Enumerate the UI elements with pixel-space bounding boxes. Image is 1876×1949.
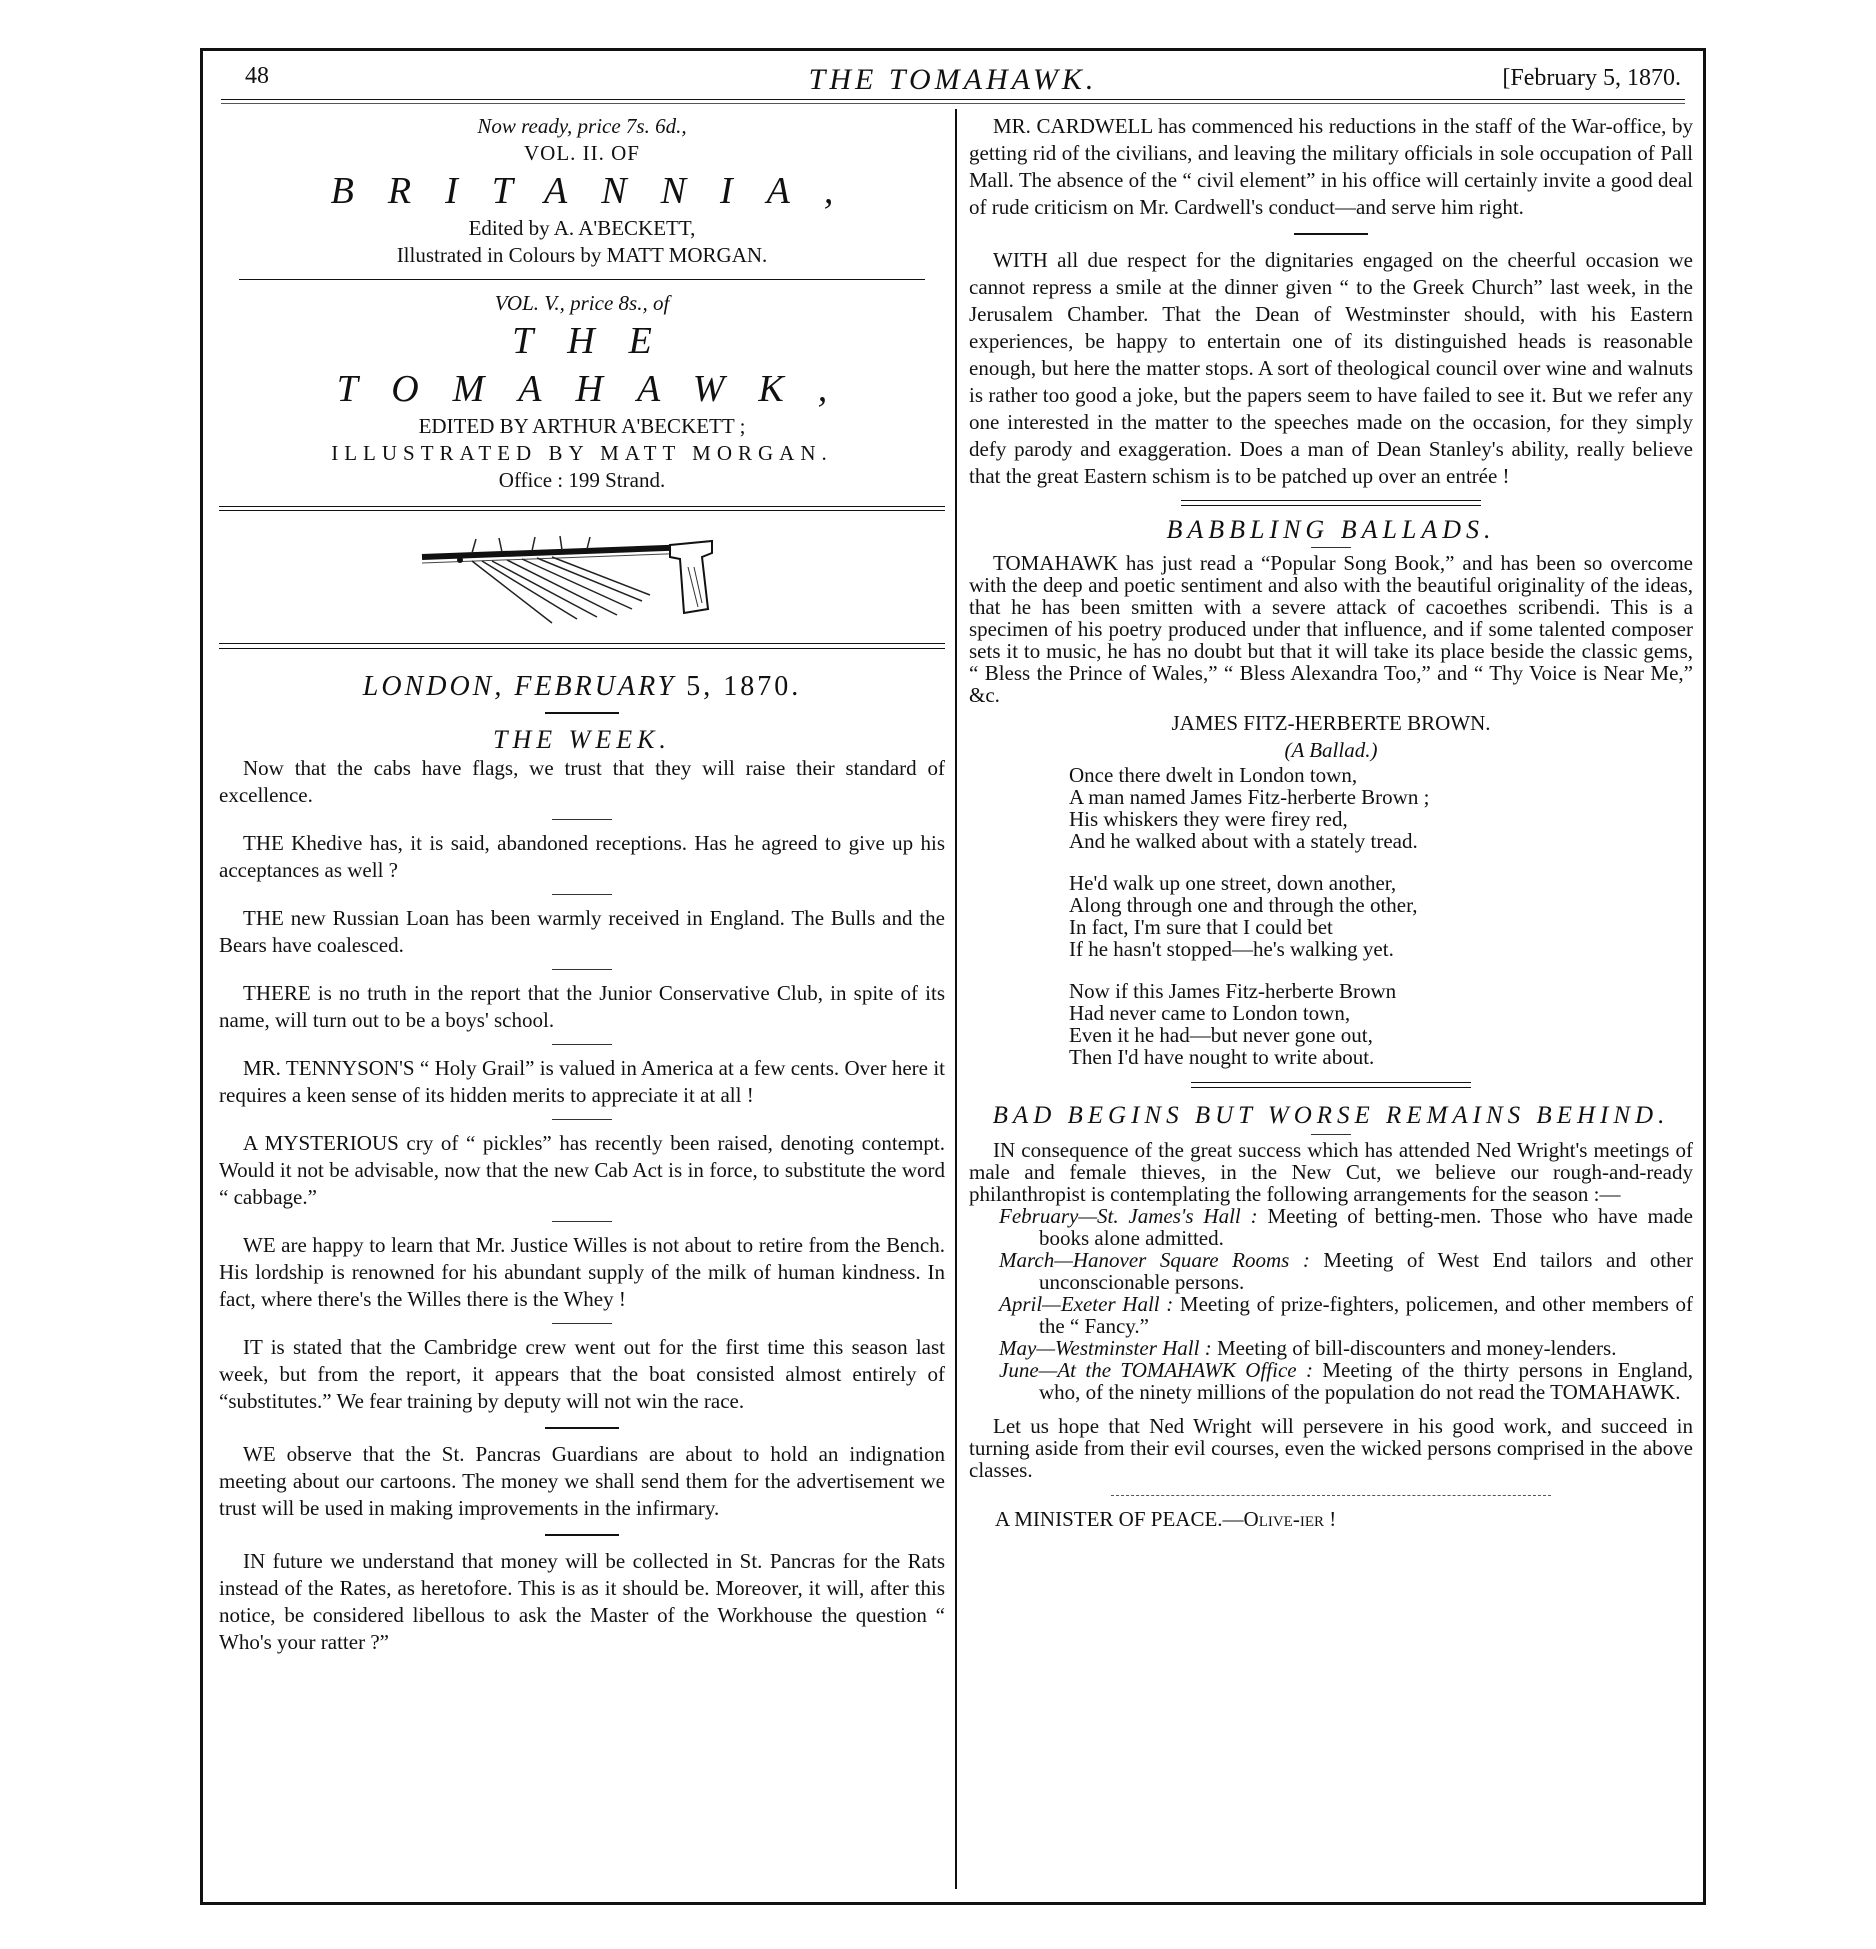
divider — [545, 1427, 619, 1429]
arrangement-label: March—Hanover Square Rooms : — [999, 1248, 1310, 1272]
left-column — [219, 113, 945, 1656]
poem-line: If he hasn't stopped—he's walking yet. — [1069, 937, 1394, 961]
ad-line: ILLUSTRATED BY MATT MORGAN. — [331, 441, 833, 465]
dateline-day: 5, 1870. — [686, 671, 802, 702]
dateline — [219, 673, 945, 700]
ad-divider — [239, 279, 925, 280]
header-rule — [221, 99, 1685, 100]
ad-line: VOL. II. OF — [524, 141, 640, 165]
header-rule-secondary — [221, 103, 1685, 104]
running-header — [203, 63, 1703, 97]
dateline-text: LONDON, FEBRUARY — [362, 671, 677, 702]
ad-office: Office : 199 Strand. — [498, 468, 666, 492]
arrangements-list — [969, 1205, 1693, 1403]
cardwell-paragraph: MR. CARDWELL has commenced his reductions in the staff of the War-office, by getting rid of the civilians, and leaving the military officials in sole occupation of Pall Mall. The absence of the “ civil element” in his office will certainly invite a good deal of rude criticism on Mr. Cardwell's conduct—and serve him right. — [969, 114, 1693, 219]
poem-line: Once there dwelt in London town, — [1069, 763, 1358, 787]
arrangement-text: Meeting of bill-discounters and money-lenders. — [1211, 1336, 1617, 1360]
ad-line: Now ready, price 7s. 6d., — [477, 114, 687, 138]
section-rule — [1181, 500, 1481, 506]
ad-line: EDITED BY ARTHUR A'BECKETT ; — [418, 414, 746, 438]
arrangement-label: April—Exeter Hall : — [999, 1292, 1174, 1316]
ad-line: VOL. V., price 8s., of — [494, 291, 670, 315]
divider — [1111, 1495, 1551, 1496]
bad-begins-outro: Let us hope that Ned Wright will persevere in his good work, and succeed in turning aside from their evil courses, even the wicked persons comprised in the above classes. — [969, 1414, 1693, 1482]
divider — [1294, 233, 1368, 235]
week-item: THE new Russian Loan has been warmly received in England. The Bulls and the Bears have coalesced. — [219, 906, 945, 957]
week-item: THERE is no truth in the report that the Junior Conservative Club, in spite of its name, will turn out to be a boys' school. — [219, 981, 945, 1032]
divider — [545, 1534, 619, 1536]
arrangement-label: February—St. James's Hall : — [999, 1204, 1258, 1228]
the-week-heading: THE WEEK. — [493, 725, 671, 754]
newspaper-page — [200, 48, 1706, 1905]
week-item: A MYSTERIOUS cry of “ pickles” has recently been raised, denoting contempt. Would it not be advisable, now that the new Cab Act is in force, to substitute the word “ cabbage.” — [219, 1131, 945, 1209]
week-item: THE Khedive has, it is said, abandoned receptions. Has he agreed to give up his acceptances as well ? — [219, 831, 945, 882]
divider — [545, 712, 619, 714]
bad-begins-heading: BAD BEGINS BUT WORSE REMAINS BEHIND. — [992, 1102, 1670, 1129]
poem-line: A man named James Fitz-herberte Brown ; — [1069, 785, 1430, 809]
section-rule — [1191, 1082, 1471, 1088]
divider — [552, 969, 612, 970]
page-number: 48 — [245, 63, 269, 89]
divider — [1311, 547, 1351, 548]
ad-line: Illustrated in Colours by MATT MORGAN. — [396, 243, 768, 267]
poem — [1069, 764, 1693, 1068]
divider — [1311, 1134, 1351, 1135]
poem-line: Now if this James Fitz-herberte Brown — [1069, 979, 1397, 1003]
arrangement-item — [969, 1337, 1693, 1359]
ad-line: Edited by A. A'BECKETT, — [468, 216, 696, 240]
arrangement-label: May—Westminster Hall : — [999, 1336, 1212, 1360]
advertisement — [219, 113, 945, 494]
poem-subtitle: (A Ballad.) — [1284, 738, 1378, 762]
arrangement-text: Meeting of the thirty persons in England, who, of the ninety millions of the population do not read the TOMAHAWK. — [1039, 1358, 1693, 1404]
poem-line: And he walked about with a stately tread. — [1069, 829, 1418, 853]
ad-bottom-rule — [219, 506, 945, 511]
arrangement-text: Meeting of betting-men. Those who have made books alone admitted. — [1039, 1204, 1693, 1250]
arrangement-text: Meeting of prize-fighters, policemen, and other members of the “ Fancy.” — [1039, 1292, 1693, 1338]
arrangement-item — [969, 1249, 1693, 1293]
poem-line: Along through one and through the other, — [1069, 893, 1418, 917]
poem-line: In fact, I'm sure that I could bet — [1069, 915, 1333, 939]
poem-line: Had never came to London town, — [1069, 1001, 1351, 1025]
masthead-title: THE TOMAHAWK. — [808, 63, 1098, 96]
tomahawk-illustration — [412, 523, 752, 633]
ballads-intro: TOMAHAWK has just read a “Popular Song Book,” and has been so overcome with the deep and poetic sentiment and also with the beautiful originality of the ideas, that he has been smitten with a severe attack of cacoethes scribendi. This is a specimen of his poetry produced under that influence, and if some talented composer sets it to music, he has no doubt but that it will take its place beside the classic gems, “ Bless the Prince of Wales,” “ Bless Alexandra Too,” and “ Thy Voice is Near Me,” &c. — [969, 551, 1693, 707]
poem-line: He'd walk up one street, down another, — [1069, 871, 1397, 895]
bad-begins-intro: IN consequence of the great success which has attended Ned Wright's meetings of male and female thieves, in the New Cut, we believe our rough-and-ready philanthropist is contemplating the following arrangements for the season :— — [969, 1138, 1693, 1206]
poem-title: JAMES FITZ-HERBERTE BROWN. — [1171, 711, 1491, 735]
arrangement-item — [969, 1293, 1693, 1337]
poem-line: Even it he had—but never gone out, — [1069, 1023, 1373, 1047]
arrangement-item — [969, 1359, 1693, 1403]
week-item: IT is stated that the Cambridge crew went out for the first time this season last week, but from the report, it appears that the boat consisted almost entirely of “substitutes.” We fear training by deputy will not win the race. — [219, 1335, 945, 1413]
minister-of-peace: A MINISTER OF PEACE.—Olive-ier ! — [995, 1507, 1337, 1531]
right-column — [969, 113, 1693, 1533]
week-item: MR. TENNYSON'S “ Holy Grail” is valued in America at a few cents. Over here it requires a keen sense of its hidden merits to appreciate it at all ! — [219, 1056, 945, 1107]
issue-date: [February 5, 1870. — [1502, 65, 1681, 91]
week-item: WE are happy to learn that Mr. Justice Willes is not about to retire from the Bench. His lordship is renowned for his abundant supply of the milk of human kindness. In fact, where there's the Willes there is the Whey ! — [219, 1233, 945, 1311]
poem-line: His whiskers they were firey red, — [1069, 807, 1348, 831]
arrangement-text: Meeting of West End tailors and other unconscionable persons. — [1039, 1248, 1693, 1294]
greek-church-paragraph: WITH all due respect for the dignitaries engaged on the cheerful occasion we cannot repress a smile at the dinner given “ to the Greek Church” last week, in the Jerusalem Chamber. That the Dean of Westminster should, with his Eastern experiences, be happy to entertain one of its distinguished heads is reasonable enough, but here the matter stops. A sort of theological council over wine and walnuts is rather too good a joke, but the papers seem to have failed to see it. But we refer any one interested in the matter to the speeches made on the occasion, for they simply defy parody and exaggeration. Does a man of Dean Stanley's ability, really believe that the great Eastern schism is to be patched up over an entrée ! — [969, 248, 1693, 488]
column-divider — [955, 109, 957, 1889]
divider — [552, 1221, 612, 1222]
divider — [552, 1119, 612, 1120]
ad-tomahawk: THE TOMAHAWK, — [336, 320, 862, 410]
section-rule — [219, 643, 945, 649]
divider — [552, 894, 612, 895]
poem-line: Then I'd have nought to write about. — [1069, 1045, 1375, 1069]
ad-britannia: BRITANNIA, — [330, 170, 868, 212]
arrangement-item — [969, 1205, 1693, 1249]
babbling-ballads-heading: BABBLING BALLADS. — [1166, 515, 1496, 544]
week-item: Now that the cabs have flags, we trust that they will raise their standard of excellence. — [219, 756, 945, 807]
divider — [552, 1323, 612, 1324]
divider — [552, 819, 612, 820]
week-item: IN future we understand that money will be collected in St. Pancras for the Rats instead of the Rates, as heretofore. This is as it should be. Moreover, it will, after this notice, be considered libellous to ask the Master of the Workhouse the question “ Who's your ratter ?” — [219, 1549, 945, 1654]
divider — [552, 1044, 612, 1045]
arrangement-label: June—At the TOMAHAWK Office : — [999, 1358, 1313, 1382]
week-item: WE observe that the St. Pancras Guardians are about to hold an indignation meeting about our cartoons. The money we shall send them for the advertisement we trust will be used in making improvements in the infirmary. — [219, 1442, 945, 1520]
